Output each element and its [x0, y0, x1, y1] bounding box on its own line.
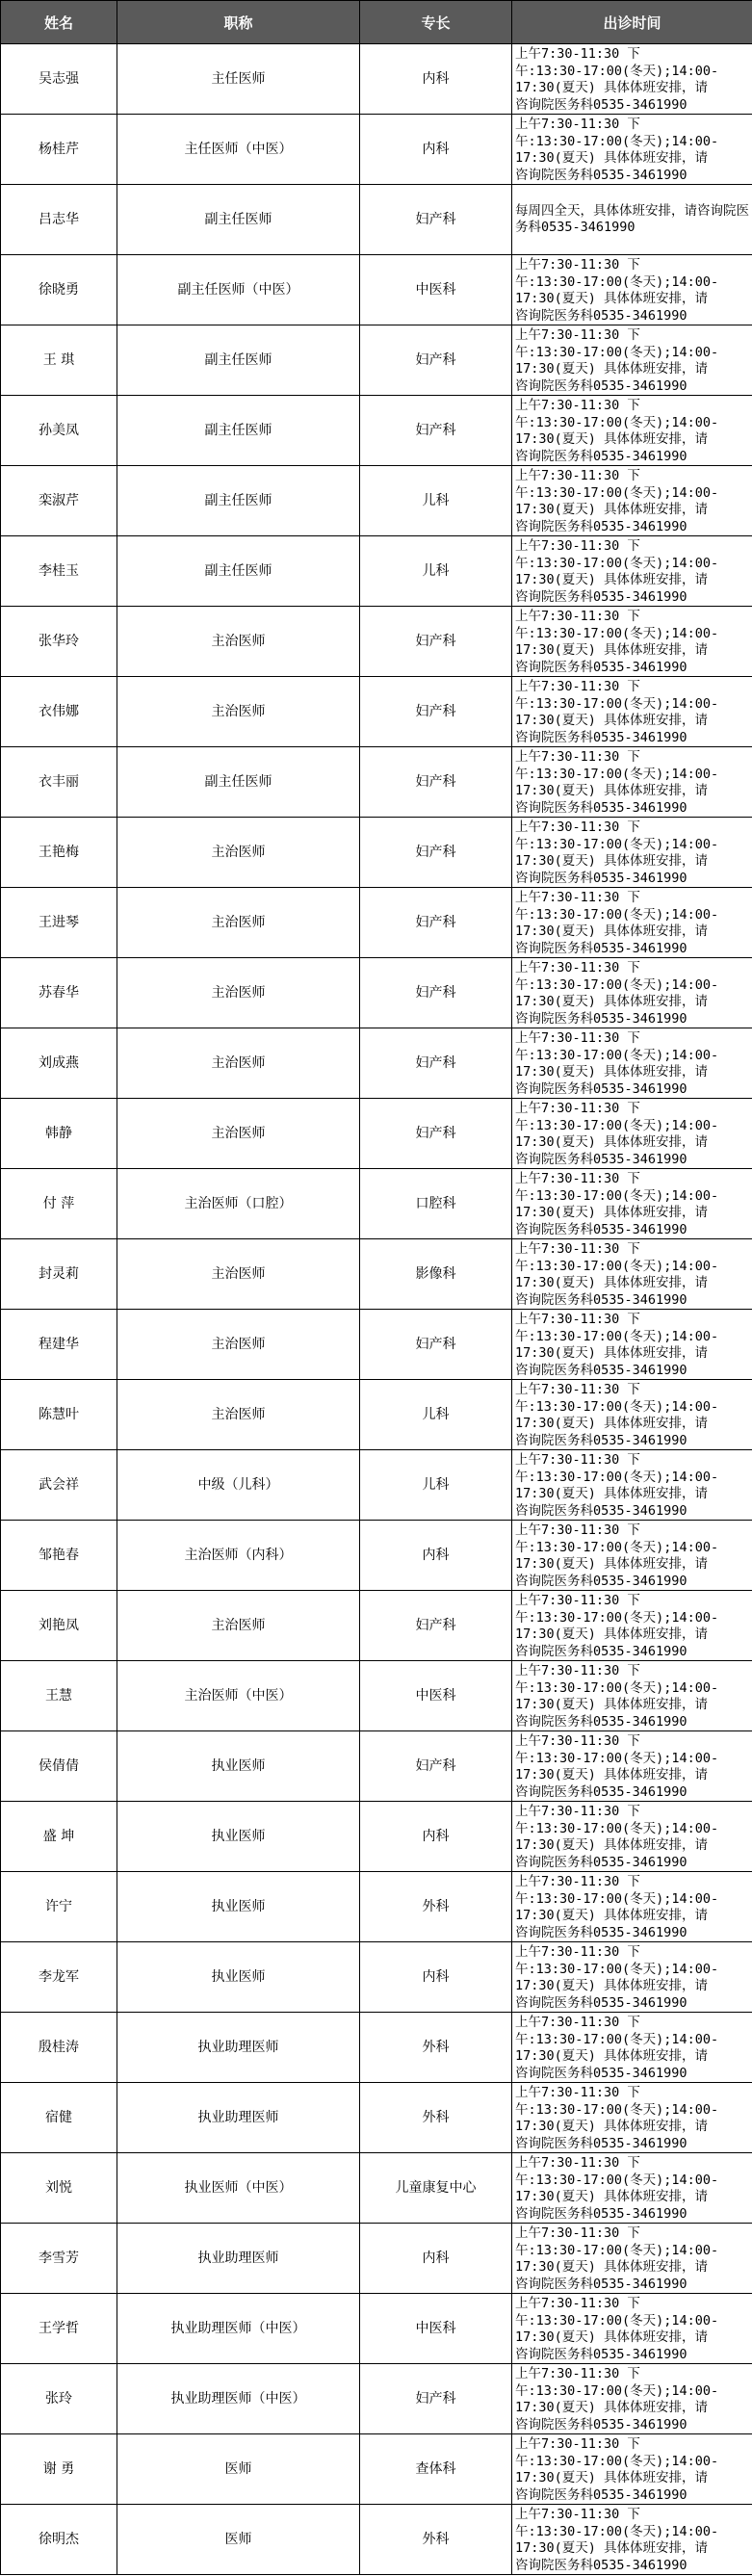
table-row	[1, 2153, 752, 2224]
doctor-specialty: 妇产科	[360, 747, 512, 818]
doctor-specialty: 妇产科	[360, 1310, 512, 1380]
table-row	[1, 396, 752, 466]
doctor-name: 刘成燕	[1, 1028, 117, 1099]
clinic-hours: 上午7:30-11:30 下 午:13:30-17:00(冬天);14:00- 17:30(夏天) 具体体班安排，请 咨询院医务科0535-3461990	[512, 2083, 752, 2153]
clinic-hours: 每周四全天，具体体班安排，请咨询院医务科0535-3461990	[512, 185, 752, 255]
doctor-specialty: 影像科	[360, 1239, 512, 1310]
clinic-hours: 上午7:30-11:30 下 午:13:30-17:00(冬天);14:00- 17:30(夏天) 具体体班安排，请 咨询院医务科0535-3461990	[512, 2013, 752, 2083]
doctor-title: 主治医师（口腔）	[117, 1169, 360, 1239]
table-row	[1, 2364, 752, 2434]
table-row	[1, 2013, 752, 2083]
doctor-name: 苏春华	[1, 958, 117, 1028]
doctor-title: 医师	[117, 2434, 360, 2505]
doctor-name: 李雪芳	[1, 2224, 117, 2294]
table-row	[1, 1169, 752, 1239]
doctor-specialty: 儿科	[360, 466, 512, 536]
table-row	[1, 1661, 752, 1731]
clinic-hours: 上午7:30-11:30 下 午:13:30-17:00(冬天);14:00- 17:30(夏天) 具体体班安排，请 咨询院医务科0535-3461990	[512, 1872, 752, 1942]
doctor-title: 主治医师	[117, 1591, 360, 1661]
table-row	[1, 185, 752, 255]
table-row	[1, 2294, 752, 2364]
doctor-title: 执业医师	[117, 1802, 360, 1872]
doctor-name: 张华玲	[1, 607, 117, 677]
clinic-hours: 上午7:30-11:30 下 午:13:30-17:00(冬天);14:00- 17:30(夏天) 具体体班安排，请 咨询院医务科0535-3461990	[512, 2153, 752, 2224]
clinic-hours: 上午7:30-11:30 下 午:13:30-17:00(冬天);14:00- 17:30(夏天) 具体体班安排，请 咨询院医务科0535-3461990	[512, 2294, 752, 2364]
header-specialty: 专长	[360, 1, 512, 44]
doctor-title: 主治医师（内科）	[117, 1521, 360, 1591]
clinic-hours: 上午7:30-11:30 下 午:13:30-17:00(冬天);14:00- 17:30(夏天) 具体体班安排，请 咨询院医务科0535-3461990	[512, 1380, 752, 1450]
doctor-title: 副主任医师	[117, 325, 360, 396]
doctor-name: 武会祥	[1, 1450, 117, 1521]
clinic-hours: 上午7:30-11:30 下 午:13:30-17:00(冬天);14:00- 17:30(夏天) 具体体班安排，请 咨询院医务科0535-3461990	[512, 677, 752, 747]
clinic-hours: 上午7:30-11:30 下 午:13:30-17:00(冬天);14:00- 17:30(夏天) 具体体班安排，请 咨询院医务科0535-3461990	[512, 1239, 752, 1310]
doctor-specialty: 妇产科	[360, 1731, 512, 1802]
clinic-hours: 上午7:30-11:30 下 午:13:30-17:00(冬天);14:00- 17:30(夏天) 具体体班安排，请 咨询院医务科0535-3461990	[512, 1731, 752, 1802]
doctor-specialty: 中医科	[360, 2294, 512, 2364]
doctor-title: 主任医师	[117, 44, 360, 115]
doctor-specialty: 外科	[360, 1872, 512, 1942]
clinic-hours: 上午7:30-11:30 下 午:13:30-17:00(冬天);14:00- 17:30(夏天) 具体体班安排，请 咨询院医务科0535-3461990	[512, 747, 752, 818]
header-name: 姓名	[1, 1, 117, 44]
clinic-hours: 上午7:30-11:30 下 午:13:30-17:00(冬天);14:00- 17:30(夏天) 具体体班安排，请 咨询院医务科0535-3461990	[512, 1450, 752, 1521]
doctor-specialty: 外科	[360, 2013, 512, 2083]
clinic-hours: 上午7:30-11:30 下 午:13:30-17:00(冬天);14:00- 17:30(夏天) 具体体班安排，请 咨询院医务科0535-3461990	[512, 1169, 752, 1239]
clinic-hours: 上午7:30-11:30 下 午:13:30-17:00(冬天);14:00- 17:30(夏天) 具体体班安排，请 咨询院医务科0535-3461990	[512, 115, 752, 185]
doctor-title: 副主任医师（中医）	[117, 255, 360, 325]
doctor-name: 韩静	[1, 1099, 117, 1169]
doctor-specialty: 中医科	[360, 1661, 512, 1731]
doctor-name: 程建华	[1, 1310, 117, 1380]
table-row	[1, 1942, 752, 2013]
doctor-title: 执业助理医师	[117, 2013, 360, 2083]
clinic-hours: 上午7:30-11:30 下 午:13:30-17:00(冬天);14:00- 17:30(夏天) 具体体班安排，请 咨询院医务科0535-3461990	[512, 2434, 752, 2505]
doctor-title: 主治医师	[117, 1310, 360, 1380]
table-row	[1, 255, 752, 325]
doctor-name: 王慧	[1, 1661, 117, 1731]
clinic-hours: 上午7:30-11:30 下 午:13:30-17:00(冬天);14:00- 17:30(夏天) 具体体班安排，请 咨询院医务科0535-3461990	[512, 1802, 752, 1872]
table-row	[1, 1872, 752, 1942]
doctor-specialty: 妇产科	[360, 1591, 512, 1661]
table-row	[1, 1310, 752, 1380]
doctor-specialty: 妇产科	[360, 185, 512, 255]
doctor-specialty: 妇产科	[360, 818, 512, 888]
doctor-title: 主任医师（中医）	[117, 115, 360, 185]
clinic-hours: 上午7:30-11:30 下 午:13:30-17:00(冬天);14:00- 17:30(夏天) 具体体班安排，请 咨询院医务科0535-3461990	[512, 1521, 752, 1591]
clinic-hours: 上午7:30-11:30 下 午:13:30-17:00(冬天);14:00- 17:30(夏天) 具体体班安排，请 咨询院医务科0535-3461990	[512, 2505, 752, 2575]
clinic-hours: 上午7:30-11:30 下 午:13:30-17:00(冬天);14:00- 17:30(夏天) 具体体班安排，请 咨询院医务科0535-3461990	[512, 325, 752, 396]
doctor-name: 李桂玉	[1, 536, 117, 607]
clinic-hours: 上午7:30-11:30 下 午:13:30-17:00(冬天);14:00- 17:30(夏天) 具体体班安排，请 咨询院医务科0535-3461990	[512, 396, 752, 466]
table-row	[1, 1450, 752, 1521]
doctor-name: 王进琴	[1, 888, 117, 958]
doctor-title: 执业医师	[117, 1942, 360, 2013]
doctor-title: 主治医师	[117, 1239, 360, 1310]
table-row	[1, 677, 752, 747]
doctor-title: 医师	[117, 2505, 360, 2575]
doctor-specialty: 妇产科	[360, 958, 512, 1028]
doctor-name: 吕志华	[1, 185, 117, 255]
doctor-title: 执业医师（中医）	[117, 2153, 360, 2224]
clinic-hours: 上午7:30-11:30 下 午:13:30-17:00(冬天);14:00- 17:30(夏天) 具体体班安排，请 咨询院医务科0535-3461990	[512, 1661, 752, 1731]
table-row	[1, 2434, 752, 2505]
clinic-hours: 上午7:30-11:30 下 午:13:30-17:00(冬天);14:00- 17:30(夏天) 具体体班安排，请 咨询院医务科0535-3461990	[512, 607, 752, 677]
doctor-specialty: 儿科	[360, 1450, 512, 1521]
doctor-title: 副主任医师	[117, 536, 360, 607]
doctor-name: 封灵莉	[1, 1239, 117, 1310]
doctor-specialty: 儿童康复中心	[360, 2153, 512, 2224]
doctor-name: 吴志强	[1, 44, 117, 115]
doctor-title: 执业助理医师	[117, 2224, 360, 2294]
table-row	[1, 1802, 752, 1872]
doctor-title: 执业助理医师（中医）	[117, 2364, 360, 2434]
doctor-specialty: 查体科	[360, 2434, 512, 2505]
doctor-specialty: 妇产科	[360, 607, 512, 677]
doctor-title: 主治医师	[117, 677, 360, 747]
doctor-title: 执业医师	[117, 1872, 360, 1942]
table-row	[1, 607, 752, 677]
table-row	[1, 1380, 752, 1450]
doctor-name: 刘艳凤	[1, 1591, 117, 1661]
doctor-name: 谢 勇	[1, 2434, 117, 2505]
doctor-specialty: 儿科	[360, 536, 512, 607]
doctor-name: 刘悦	[1, 2153, 117, 2224]
clinic-hours: 上午7:30-11:30 下 午:13:30-17:00(冬天);14:00- 17:30(夏天) 具体体班安排，请 咨询院医务科0535-3461990	[512, 44, 752, 115]
doctor-specialty: 妇产科	[360, 325, 512, 396]
clinic-hours: 上午7:30-11:30 下 午:13:30-17:00(冬天);14:00- 17:30(夏天) 具体体班安排，请 咨询院医务科0535-3461990	[512, 1028, 752, 1099]
doctor-name: 张玲	[1, 2364, 117, 2434]
table-row	[1, 1731, 752, 1802]
table-row	[1, 1099, 752, 1169]
doctor-title: 主治医师	[117, 607, 360, 677]
header-hours: 出诊时间	[512, 1, 752, 44]
doctor-specialty: 儿科	[360, 1380, 512, 1450]
doctor-name: 李龙军	[1, 1942, 117, 2013]
doctor-title: 中级（儿科）	[117, 1450, 360, 1521]
clinic-hours: 上午7:30-11:30 下 午:13:30-17:00(冬天);14:00- 17:30(夏天) 具体体班安排，请 咨询院医务科0535-3461990	[512, 1099, 752, 1169]
clinic-hours: 上午7:30-11:30 下 午:13:30-17:00(冬天);14:00- 17:30(夏天) 具体体班安排，请 咨询院医务科0535-3461990	[512, 1942, 752, 2013]
doctor-title: 主治医师	[117, 1099, 360, 1169]
doctor-title: 副主任医师	[117, 747, 360, 818]
header-row	[1, 1, 752, 44]
table-row	[1, 325, 752, 396]
clinic-hours: 上午7:30-11:30 下 午:13:30-17:00(冬天);14:00- 17:30(夏天) 具体体班安排，请 咨询院医务科0535-3461990	[512, 888, 752, 958]
doctor-specialty: 妇产科	[360, 1028, 512, 1099]
table-row	[1, 1239, 752, 1310]
doctor-title: 主治医师（中医）	[117, 1661, 360, 1731]
doctor-specialty: 妇产科	[360, 888, 512, 958]
clinic-hours: 上午7:30-11:30 下 午:13:30-17:00(冬天);14:00- 17:30(夏天) 具体体班安排，请 咨询院医务科0535-3461990	[512, 1591, 752, 1661]
doctor-specialty: 中医科	[360, 255, 512, 325]
doctor-name: 杨桂芹	[1, 115, 117, 185]
doctor-specialty: 妇产科	[360, 2364, 512, 2434]
doctor-name: 侯倩倩	[1, 1731, 117, 1802]
clinic-hours: 上午7:30-11:30 下 午:13:30-17:00(冬天);14:00- 17:30(夏天) 具体体班安排，请 咨询院医务科0535-3461990	[512, 466, 752, 536]
table-row	[1, 888, 752, 958]
doctor-name: 衣丰丽	[1, 747, 117, 818]
doctor-specialty: 外科	[360, 2083, 512, 2153]
table-row	[1, 2224, 752, 2294]
table-row	[1, 747, 752, 818]
doctor-name: 栾淑芹	[1, 466, 117, 536]
clinic-hours: 上午7:30-11:30 下 午:13:30-17:00(冬天);14:00- 17:30(夏天) 具体体班安排，请 咨询院医务科0535-3461990	[512, 536, 752, 607]
clinic-hours: 上午7:30-11:30 下 午:13:30-17:00(冬天);14:00- 17:30(夏天) 具体体班安排，请 咨询院医务科0535-3461990	[512, 2364, 752, 2434]
doctor-name: 衣伟娜	[1, 677, 117, 747]
table-row	[1, 2083, 752, 2153]
table-row	[1, 1521, 752, 1591]
table-row	[1, 44, 752, 115]
doctor-name: 殷桂涛	[1, 2013, 117, 2083]
clinic-hours: 上午7:30-11:30 下 午:13:30-17:00(冬天);14:00- 17:30(夏天) 具体体班安排，请 咨询院医务科0535-3461990	[512, 818, 752, 888]
table-row	[1, 115, 752, 185]
doctor-specialty: 内科	[360, 2224, 512, 2294]
doctor-name: 王学哲	[1, 2294, 117, 2364]
doctor-title: 执业医师	[117, 1731, 360, 1802]
doctor-specialty: 内科	[360, 1942, 512, 2013]
doctor-title: 主治医师	[117, 1380, 360, 1450]
doctor-title: 副主任医师	[117, 396, 360, 466]
doctor-name: 宿健	[1, 2083, 117, 2153]
doctor-name: 陈慧叶	[1, 1380, 117, 1450]
doctor-name: 王 琪	[1, 325, 117, 396]
table-body	[1, 44, 752, 2575]
doctor-name: 许宁	[1, 1872, 117, 1942]
clinic-hours: 上午7:30-11:30 下 午:13:30-17:00(冬天);14:00- 17:30(夏天) 具体体班安排，请 咨询院医务科0535-3461990	[512, 255, 752, 325]
doctor-title: 执业助理医师（中医）	[117, 2294, 360, 2364]
doctor-specialty: 妇产科	[360, 396, 512, 466]
doctor-name: 王艳梅	[1, 818, 117, 888]
doctor-specialty: 内科	[360, 115, 512, 185]
table-row	[1, 536, 752, 607]
doctor-name: 徐晓勇	[1, 255, 117, 325]
doctor-title: 主治医师	[117, 888, 360, 958]
doctor-specialty: 妇产科	[360, 677, 512, 747]
doctor-title: 副主任医师	[117, 185, 360, 255]
clinic-hours: 上午7:30-11:30 下 午:13:30-17:00(冬天);14:00- 17:30(夏天) 具体体班安排，请 咨询院医务科0535-3461990	[512, 958, 752, 1028]
doctor-specialty: 妇产科	[360, 1099, 512, 1169]
doctor-specialty: 内科	[360, 1521, 512, 1591]
doctor-name: 徐明杰	[1, 2505, 117, 2575]
header-title: 职称	[117, 1, 360, 44]
doctor-specialty: 外科	[360, 2505, 512, 2575]
doctor-name: 邹艳春	[1, 1521, 117, 1591]
clinic-hours: 上午7:30-11:30 下 午:13:30-17:00(冬天);14:00- 17:30(夏天) 具体体班安排，请 咨询院医务科0535-3461990	[512, 1310, 752, 1380]
doctor-title: 执业助理医师	[117, 2083, 360, 2153]
doctor-name: 付 萍	[1, 1169, 117, 1239]
table-row	[1, 466, 752, 536]
table-row	[1, 958, 752, 1028]
doctor-title: 主治医师	[117, 1028, 360, 1099]
doctor-name: 孙美凤	[1, 396, 117, 466]
doctor-specialty: 口腔科	[360, 1169, 512, 1239]
doctor-title: 主治医师	[117, 818, 360, 888]
table-row	[1, 2505, 752, 2575]
table-row	[1, 1591, 752, 1661]
doctor-name: 盛 坤	[1, 1802, 117, 1872]
doctor-specialty: 内科	[360, 1802, 512, 1872]
doctor-title: 主治医师	[117, 958, 360, 1028]
doctor-specialty: 内科	[360, 44, 512, 115]
table-row	[1, 1028, 752, 1099]
clinic-hours: 上午7:30-11:30 下 午:13:30-17:00(冬天);14:00- 17:30(夏天) 具体体班安排，请 咨询院医务科0535-3461990	[512, 2224, 752, 2294]
table-row	[1, 818, 752, 888]
doctor-title: 副主任医师	[117, 466, 360, 536]
